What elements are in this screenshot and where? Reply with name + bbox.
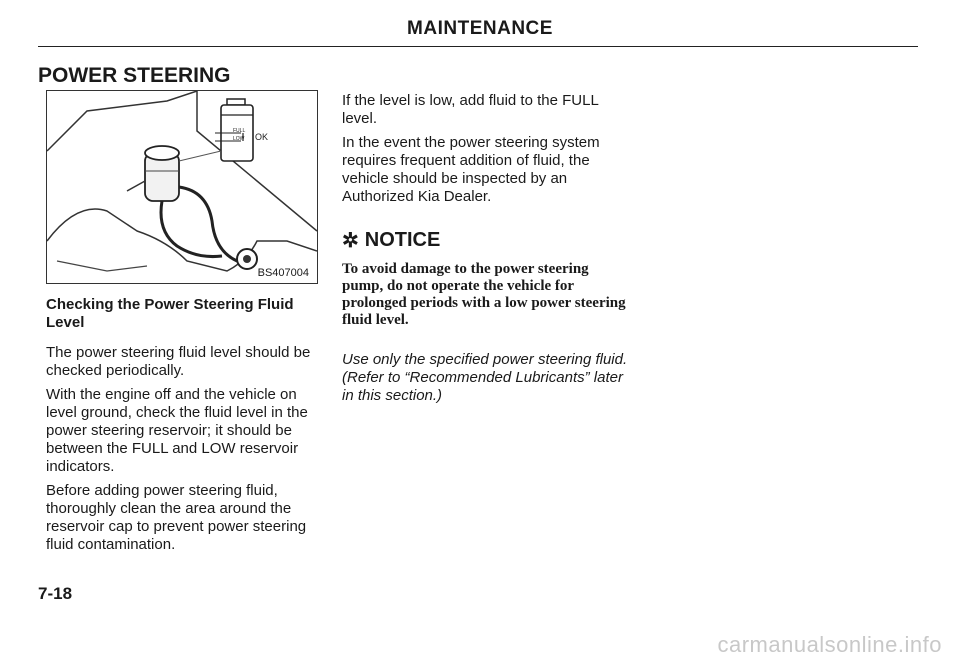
paragraph: With the engine off and the vehicle on level ground, check the fluid level in the power steering reservoir; it should be between the FULL and LOW reservoir indicators.	[46, 386, 308, 475]
notice-body: To avoid damage to the power steering pump, do not operate the vehicle for prolonged periods with a low power steering fluid level.	[342, 261, 626, 328]
page-number: 7-18	[38, 584, 73, 603]
header-divider	[38, 46, 918, 47]
ok-mark-label: OK	[255, 132, 269, 142]
watermark: carmanualsonline.info	[717, 632, 942, 657]
reservoir-drawing	[47, 91, 318, 284]
notice-heading	[342, 228, 632, 253]
fluid-note: Use only the specified power steering fluid. (Refer to “Recommended Lubricants” later in this section.)	[342, 351, 628, 404]
notice-title: NOTICE	[364, 229, 441, 251]
full-mark-label: FULL	[233, 128, 246, 134]
left-column	[46, 296, 326, 560]
reservoir-illustration	[46, 90, 318, 284]
right-column	[342, 92, 632, 405]
figure-code: BS407004	[257, 267, 309, 279]
page-header-title: MAINTENANCE	[407, 18, 553, 39]
low-mark-label: LOW	[233, 136, 245, 142]
notice-asterisk-icon: ✲	[342, 230, 359, 252]
section-title: POWER STEERING	[38, 64, 231, 87]
paragraph: Before adding power steering fluid, thoroughly clean the area around the reservoir cap to prevent power steering fluid contamination.	[46, 482, 307, 553]
paragraph: The power steering fluid level should be checked periodically.	[46, 344, 311, 379]
subheading: Checking the Power Steering Fluid Level	[46, 296, 294, 331]
paragraph: If the level is low, add fluid to the FULL level.	[342, 92, 599, 127]
paragraph: In the event the power steering system requires frequent addition of fluid, the vehicle should be inspected by an Authorized Kia Dealer.	[342, 134, 600, 205]
